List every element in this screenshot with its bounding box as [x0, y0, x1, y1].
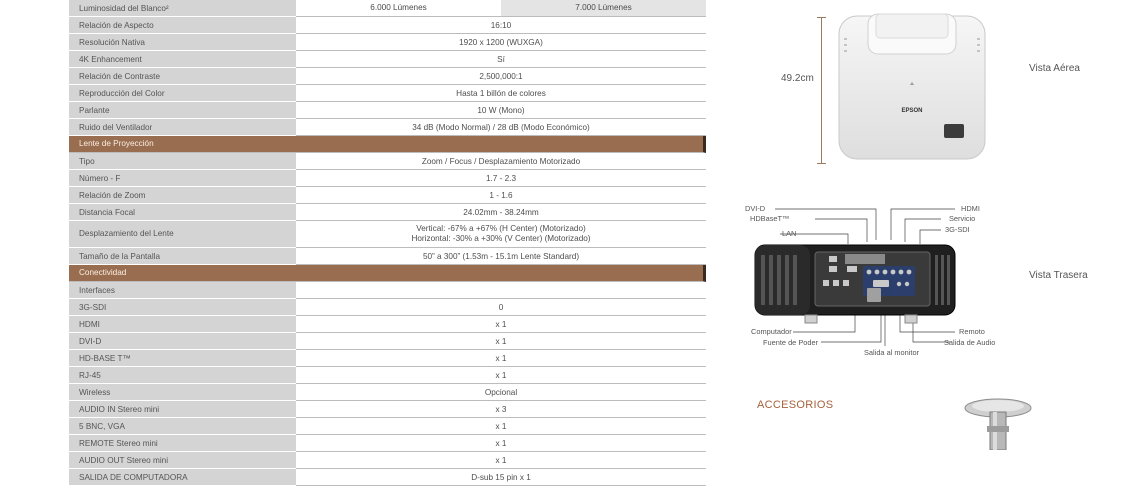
spec-row-sdi — [69, 299, 706, 316]
spec-value: 1 - 1.6 — [489, 190, 513, 200]
section-header-conectividad: Conectividad — [69, 265, 706, 282]
spec-label: HD-BASE T™ — [69, 350, 296, 367]
rear-view-diagram — [745, 200, 1015, 360]
spec-value-7000: 7.000 Lúmenes — [501, 0, 706, 16]
spec-value: x 1 — [495, 353, 507, 363]
dimension-tick — [817, 17, 826, 18]
spec-row-interfaces — [69, 282, 706, 299]
spec-label: SALIDA DE COMPUTADORA — [69, 469, 296, 486]
spec-table — [69, 0, 706, 486]
rear-label-fuente: Fuente de Poder — [763, 338, 819, 347]
spec-row-dvid — [69, 333, 706, 350]
spec-value: Zoom / Focus / Desplazamiento Motorizado — [421, 156, 581, 166]
rear-label-computador: Computador — [751, 327, 792, 336]
rear-label-remoto: Remoto — [959, 327, 985, 336]
spec-value: x 1 — [495, 438, 507, 448]
spec-value — [296, 221, 706, 247]
spec-value: D-sub 15 pin x 1 — [471, 472, 531, 482]
spec-label: DVI-D — [69, 333, 296, 350]
rear-label-salida-monitor: Salida al monitor — [864, 348, 920, 357]
spec-row-rj45 — [69, 367, 706, 384]
rear-label-salida-audio: Salida de Audio — [944, 338, 996, 347]
spec-label: Ruido del Ventilador — [69, 119, 296, 136]
spec-value: 2,500,000:1 — [479, 71, 523, 81]
spec-row-audio-out — [69, 452, 706, 469]
spec-row-desplazamiento — [69, 221, 706, 248]
spec-value: 1.7 - 2.3 — [485, 173, 517, 183]
spec-value: 0 — [498, 302, 504, 312]
spec-row-ruido — [69, 119, 706, 136]
spec-label: Luminosidad del Blanco² — [69, 0, 296, 17]
spec-label: AUDIO IN Stereo mini — [69, 401, 296, 418]
spec-label: AUDIO OUT Stereo mini — [69, 452, 296, 469]
spec-row-hdbaset — [69, 350, 706, 367]
spec-label: RJ-45 — [69, 367, 296, 384]
spec-row-remote — [69, 435, 706, 452]
spec-label: Distancia Focal — [69, 204, 296, 221]
spec-value: 50” a 300” (1.53m - 15.1m Lente Standard) — [422, 251, 580, 261]
spec-label: Relación de Zoom — [69, 187, 296, 204]
spec-value: 1920 x 1200 (WUXGA) — [459, 37, 543, 47]
spec-label: Wireless — [69, 384, 296, 401]
spec-label: Parlante — [69, 102, 296, 119]
spec-value: Opcional — [484, 387, 518, 397]
spec-row-pantalla — [69, 248, 706, 265]
spec-label: Tipo — [69, 153, 296, 170]
spec-label: 4K Enhancement — [69, 51, 296, 68]
spec-label: Tamaño de la Pantalla — [69, 248, 296, 265]
spec-label: HDMI — [69, 316, 296, 333]
spec-row-color — [69, 85, 706, 102]
spec-row-resolucion — [69, 34, 706, 51]
rear-label-hdmi: HDMI — [961, 204, 980, 213]
spec-label: Relación de Contraste — [69, 68, 296, 85]
spec-row-enhancement — [69, 51, 706, 68]
spec-row-contraste — [69, 68, 706, 85]
spec-row-parlante — [69, 102, 706, 119]
spec-value: Hasta 1 billón de colores — [456, 88, 546, 98]
spec-row-aspecto — [69, 17, 706, 34]
spec-value: x 1 — [495, 336, 507, 346]
dimension-line — [821, 17, 822, 163]
spec-label: 5 BNC, VGA — [69, 418, 296, 435]
spec-value-line: Vertical: -67% a +67% (H Center) (Motorizado) — [416, 224, 586, 233]
spec-row-zoom — [69, 187, 706, 204]
spec-value: 24.02mm - 38.24mm — [463, 207, 539, 217]
spec-row-luminosidad — [69, 0, 706, 17]
spec-label: Número - F — [69, 170, 296, 187]
rear-label-hdbaset: HDBaseT™ — [750, 214, 790, 223]
spec-value-6000: 6.000 Lúmenes — [296, 0, 501, 16]
ceiling-mount-image — [960, 396, 1036, 450]
spec-row-salida-computadora — [69, 469, 706, 486]
spec-value: 16:10 — [490, 20, 512, 30]
spec-label: REMOTE Stereo mini — [69, 435, 296, 452]
brand-logo: EPSON — [901, 108, 923, 114]
spec-row-bnc — [69, 418, 706, 435]
spec-value: 34 dB (Modo Normal) / 28 dB (Modo Económico) — [412, 122, 590, 132]
top-view-caption: Vista Aérea — [1029, 63, 1080, 74]
spec-row-focal — [69, 204, 706, 221]
spec-value: x 1 — [495, 370, 507, 380]
dimension-label: 49.2cm — [781, 73, 814, 84]
rear-label-sdi: 3G-SDI — [945, 225, 970, 234]
dimension-tick — [817, 163, 826, 164]
spec-label: 3G-SDI — [69, 299, 296, 316]
spec-value: 10 W (Mono) — [477, 105, 525, 115]
rear-label-dvid: DVI-D — [745, 204, 766, 213]
spec-label: Reproducción del Color — [69, 85, 296, 102]
projector-top-view-image — [836, 12, 988, 164]
spec-value: Sí — [497, 54, 505, 64]
section-header-lente: Lente de Proyección — [69, 136, 706, 153]
spec-value — [296, 282, 706, 298]
spec-value: x 3 — [495, 404, 507, 414]
rear-label-servicio: Servicio — [949, 214, 976, 223]
spec-label: Relación de Aspecto — [69, 17, 296, 34]
spec-value-line: Horizontal: -30% a +30% (V Center) (Motorizado) — [411, 234, 591, 243]
spec-row-audio-in — [69, 401, 706, 418]
rear-label-lan: LAN — [782, 229, 797, 238]
spec-row-hdmi — [69, 316, 706, 333]
spec-row-numero-f — [69, 170, 706, 187]
spec-label: Desplazamiento del Lente — [69, 221, 296, 248]
spec-label: Resolución Nativa — [69, 34, 296, 51]
spec-value: x 1 — [495, 421, 507, 431]
spec-row-wireless — [69, 384, 706, 401]
accesorios-heading: ACCESORIOS — [757, 399, 834, 411]
spec-label: Interfaces — [69, 282, 296, 299]
rear-view-caption: Vista Trasera — [1029, 270, 1088, 281]
spec-value: x 1 — [495, 319, 507, 329]
spec-row-tipo — [69, 153, 706, 170]
spec-value: x 1 — [495, 455, 507, 465]
